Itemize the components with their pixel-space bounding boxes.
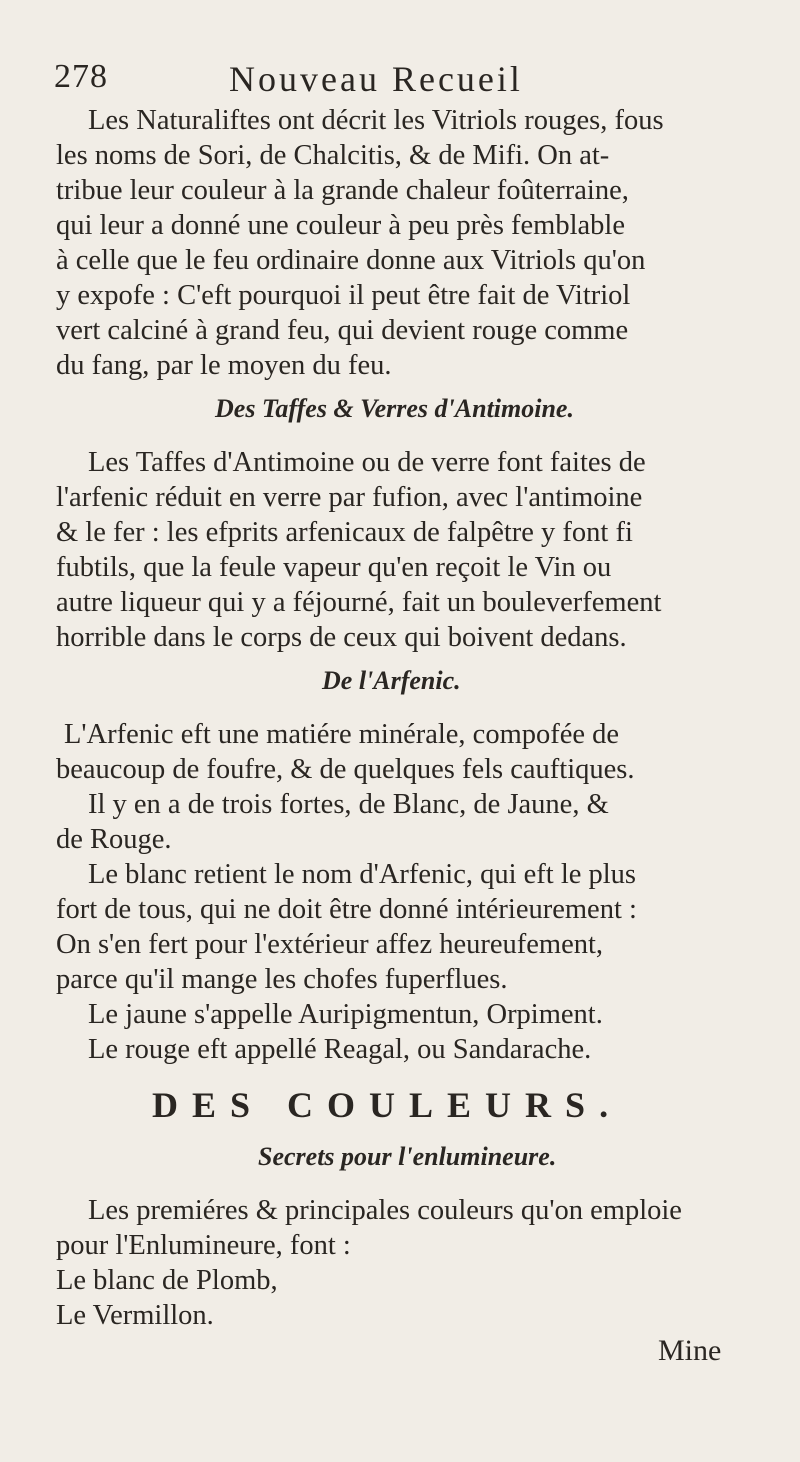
section-heading-arsenic: De l'Arfenic. [322,666,461,695]
text-line: fort de tous, qui ne doit être donné intérieurement : [56,894,637,925]
text-line: Le Vermillon. [56,1300,214,1331]
text-line: Il y en a de trois fortes, de Blanc, de Jaune, & [88,789,609,820]
text-line: & le fer : les efprits arfenicaux de falpêtre y font fi [56,517,633,548]
text-line: On s'en fert pour l'extérieur affez heureufement, [56,929,604,960]
text-line: Le blanc de Plomb, [56,1265,278,1296]
text-line: Le blanc retient le nom d'Arfenic, qui eft le plus [88,859,637,890]
text-line: l'arfenic réduit en verre par fufion, avec l'antimoine [56,482,643,513]
text-line: qui leur a donné une couleur à peu près femblable [56,210,625,241]
text-line: Le jaune s'appelle Auripigmentun, Orpiment. [88,999,603,1030]
text-line: Les premiéres & principales couleurs qu'on emploie [88,1195,682,1226]
chapter-heading-couleurs: DES COULEURS. [152,1085,623,1125]
catchword: Mine [658,1334,722,1367]
running-title: Nouveau Recueil [229,59,523,99]
text-line: y expofe : C'eft pourquoi il peut être fait de Vitriol [56,280,631,311]
text-line: L'Arfenic eft une matiére minérale, compofée de [64,719,620,750]
text-line: à celle que le feu ordinaire donne aux Vitriols qu'on [56,245,646,276]
text-line: parce qu'il mange les chofes fuperflues. [56,964,508,995]
section-heading-secrets: Secrets pour l'enlumineure. [258,1142,557,1171]
text-line: horrible dans le corps de ceux qui boivent dedans. [56,622,627,653]
section-heading-tasses: Des Taffes & Verres d'Antimoine. [215,394,574,423]
text-line: Les Naturaliftes ont décrit les Vitriols rouges, fous [88,105,664,136]
text-line: fubtils, que la feule vapeur qu'en reçoit le Vin ou [56,552,612,583]
text-line: Le rouge eft appellé Reagal, ou Sandarache. [88,1034,592,1065]
page-number: 278 [54,58,108,95]
text-line: pour l'Enlumineure, font : [56,1230,351,1261]
text-line: du fang, par le moyen du feu. [56,350,392,381]
text-line: Les Taffes d'Antimoine ou de verre font faites de [88,447,646,478]
text-line: les noms de Sori, de Chalcitis, & de Mifi. On at- [56,140,610,171]
text-line: vert calciné à grand feu, qui devient rouge comme [56,315,629,346]
text-line: de Rouge. [56,824,172,855]
text-line: beaucoup de foufre, & de quelques fels cauftiques. [56,754,635,785]
text-line: tribue leur couleur à la grande chaleur foûterraine, [56,175,629,206]
text-line: autre liqueur qui y a féjourné, fait un bouleverfement [56,587,662,618]
page-header [54,58,754,102]
